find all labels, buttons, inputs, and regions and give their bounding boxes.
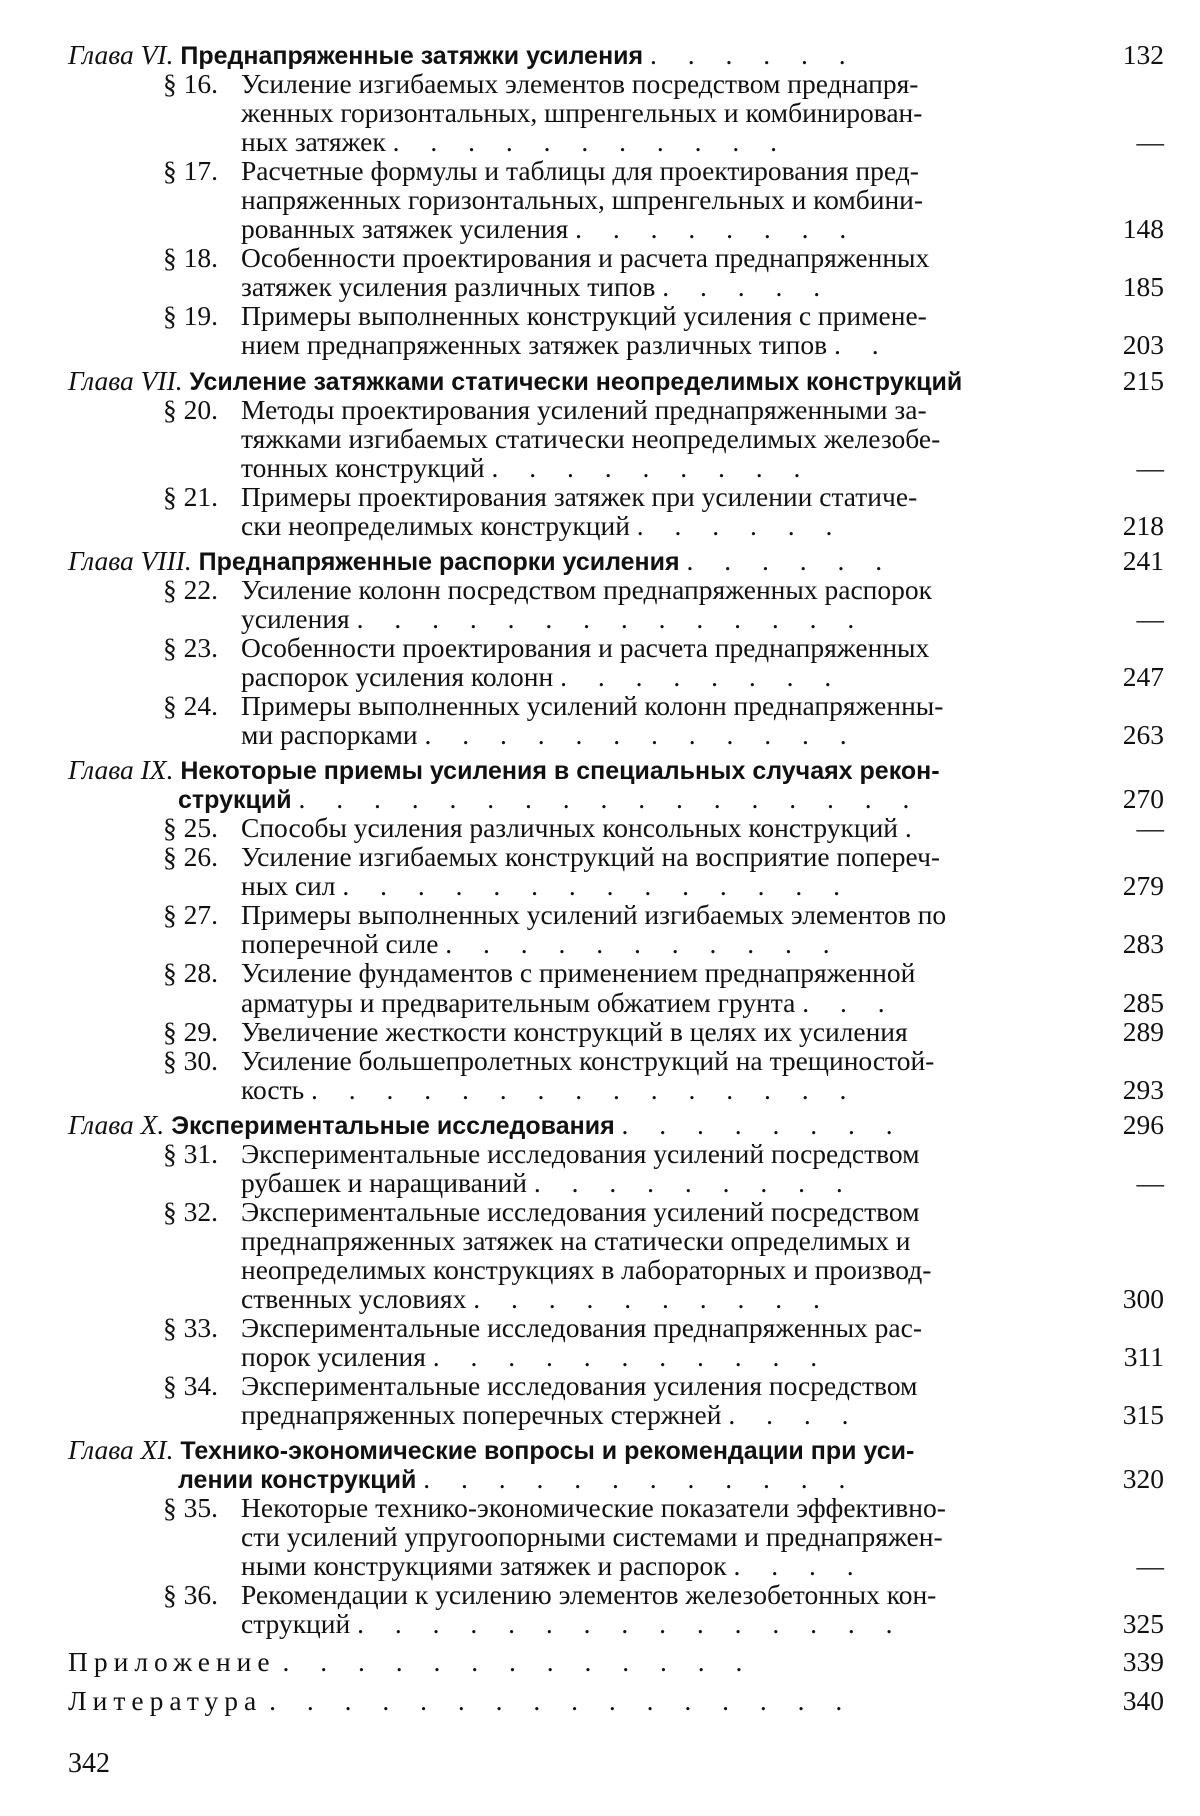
page-ref: 300	[1122, 1282, 1164, 1314]
leader-dots: . . . . . . . . . . .	[432, 1341, 830, 1373]
section-text	[241, 185, 923, 214]
page-ref: 148	[1122, 213, 1164, 245]
leader-dots: . . . . . . . . .	[491, 451, 813, 483]
section-title: Усиление изгибаемых конструкций на восприятие попереч-	[241, 841, 941, 873]
section-entry	[68, 1197, 1164, 1226]
section-text	[163, 842, 940, 871]
page-ref: 283	[1122, 928, 1164, 960]
section-text	[241, 1400, 861, 1429]
section-entry	[68, 511, 1164, 540]
section-entry	[68, 214, 1164, 243]
section-text	[241, 98, 922, 127]
page-ref: —	[1136, 126, 1164, 158]
leader-dots: . . . . . . . . . . . . . . . . .	[298, 783, 922, 815]
chapter-label: Глава VII.	[68, 364, 183, 396]
chapter-text	[68, 755, 940, 786]
section-title: Экспериментальные исследования усилений посредством	[241, 1137, 920, 1169]
section-text	[241, 1226, 910, 1255]
page-ref: 263	[1122, 719, 1164, 751]
section-title: Особенности проектирования и расчета преднапряженных	[241, 242, 930, 274]
section-title: Примеры выполненных конструкций усиления с примене-	[241, 300, 927, 332]
section-title: Рекомендации к усилению элементов железобетонных кон-	[241, 1579, 937, 1611]
chapter-heading	[68, 546, 1164, 575]
section-title: распорок усиления колонн	[241, 660, 554, 692]
page-ref: 241	[1122, 544, 1164, 576]
page-ref: 185	[1122, 271, 1164, 303]
section-title: рованных затяжек усиления	[241, 213, 569, 245]
section-number: § 34.	[163, 1370, 218, 1402]
section-title: Способы усиления различных консольных конструкций	[241, 812, 899, 844]
chapter-heading	[68, 366, 1164, 395]
section-entry	[68, 185, 1164, 214]
chapter-label: Глава VIII.	[68, 544, 192, 576]
page-ref: 132	[1122, 39, 1164, 70]
section-title: Некоторые технико-экономические показатели эффективно-	[241, 1492, 946, 1524]
page-ref: 315	[1122, 1399, 1164, 1431]
chapter-title: Преднапряженные распорки усиления	[198, 547, 680, 576]
section-entry	[68, 1046, 1164, 1075]
section-entry	[68, 1609, 1164, 1638]
section-title: затяжек усиления различных типов	[241, 271, 656, 303]
back-matter-title: Литература	[68, 1684, 263, 1716]
leader-dots: . . .	[802, 986, 897, 1018]
section-entry	[68, 604, 1164, 633]
section-number: § 16.	[163, 68, 218, 100]
section-text	[163, 1046, 934, 1075]
section-number: § 22.	[163, 573, 218, 605]
section-title: арматуры и предварительным обжатием грунта	[241, 986, 796, 1018]
section-text	[163, 482, 917, 511]
section-number: § 23.	[163, 631, 218, 663]
section-title: тяжками изгибаемых статически неопределимых железобе-	[241, 422, 941, 454]
page-ref: —	[1136, 1166, 1164, 1198]
chapter-heading	[68, 1110, 1164, 1139]
chapter-text	[178, 784, 921, 815]
page-ref: 296	[1122, 1108, 1164, 1140]
section-entry	[68, 1017, 1164, 1046]
leader-dots: . .	[833, 329, 891, 361]
page-ref: 270	[1122, 783, 1164, 815]
section-title: Увеличение жесткости конструкций в целях их усиления	[241, 1015, 908, 1047]
section-entry	[68, 1139, 1164, 1168]
section-text	[241, 988, 897, 1017]
section-text	[163, 633, 929, 662]
section-title: кость	[241, 1073, 305, 1105]
leader-dots: . . . . . . . . . . . . . . .	[311, 1073, 859, 1105]
chapter-label: Глава VI.	[68, 39, 174, 70]
back-matter-entry	[68, 1684, 1164, 1717]
chapter-title: Экспериментальные исследования	[171, 1111, 615, 1140]
section-title: Экспериментальные исследования усилений посредством	[241, 1195, 920, 1227]
section-text	[163, 900, 946, 929]
section-text	[241, 127, 789, 156]
section-entry	[68, 1075, 1164, 1104]
section-text	[163, 1139, 920, 1168]
chapter-text	[68, 546, 894, 577]
section-text	[163, 1197, 920, 1226]
section-number: § 33.	[163, 1312, 218, 1344]
section-title: преднапряженных поперечных стержней	[241, 1399, 722, 1431]
section-title: Усиление большепролетных конструкций на трещиностой-	[241, 1044, 935, 1076]
chapter-title: Преднапряженные затяжки усиления	[180, 42, 644, 70]
section-entry	[68, 482, 1164, 511]
section-title: Усиление фундаментов с применением преднапряженной	[241, 957, 916, 989]
chapter-title: Усиление затяжками статически неопределимых конструкций	[189, 367, 963, 396]
page-ref: 340	[1122, 1684, 1164, 1716]
section-entry	[68, 156, 1164, 185]
section-title: порок усиления	[241, 1341, 426, 1373]
section-title: рубашек и наращиваний	[241, 1166, 527, 1198]
page-ref: 285	[1122, 986, 1164, 1018]
section-text	[163, 575, 932, 604]
section-title: сти усилений упругоопорными системами и преднапряжен-	[241, 1521, 943, 1553]
section-number: § 21.	[163, 480, 218, 512]
section-entry	[68, 1400, 1164, 1429]
leader-dots: . . . . . . . . . . .	[392, 126, 789, 158]
section-title: Примеры проектирования затяжек при усилении статиче-	[241, 480, 918, 512]
leader-dots: . . . . . . . . . . .	[445, 928, 842, 960]
page-ref: —	[1136, 451, 1164, 483]
section-text	[163, 301, 927, 330]
section-entry	[68, 301, 1164, 330]
leader-dots: . . . . . . . . .	[533, 1166, 855, 1198]
page-ref: 247	[1122, 660, 1164, 692]
section-text	[163, 1580, 936, 1609]
section-entry	[68, 1551, 1164, 1580]
chapter-text	[68, 1110, 905, 1141]
section-title: Примеры выполненных усилений колонн преднапряженны-	[241, 690, 944, 722]
section-text	[163, 1313, 922, 1342]
section-title: поперечной силе	[241, 928, 439, 960]
section-text	[241, 453, 812, 482]
chapter-title: лении конструкций	[178, 1466, 417, 1495]
section-entry	[68, 929, 1164, 958]
section-number: § 28.	[163, 957, 218, 989]
chapter-label: Глава XI.	[68, 1434, 174, 1466]
section-text	[163, 1493, 946, 1522]
section-entry	[68, 871, 1164, 900]
section-text	[163, 69, 918, 98]
section-number: § 27.	[163, 899, 218, 931]
section-number: § 24.	[163, 690, 218, 722]
leader-dots: . . . . . . . . . . . .	[423, 1463, 858, 1495]
section-text	[163, 243, 929, 272]
section-entry	[68, 691, 1164, 720]
page-ref: 215	[1122, 364, 1164, 396]
section-number: § 26.	[163, 841, 218, 873]
section-text	[163, 1017, 908, 1046]
section-text	[241, 1522, 943, 1551]
section-entry	[68, 1284, 1164, 1313]
back-matter-title: Приложение	[68, 1645, 276, 1677]
section-title: ных сил	[241, 870, 336, 902]
section-title: Расчетные формулы и таблицы для проектирования пред-	[241, 155, 919, 187]
section-text	[241, 929, 842, 958]
page-ref: —	[1136, 602, 1164, 634]
section-text	[241, 272, 832, 301]
section-entry	[68, 1493, 1164, 1522]
section-entry	[68, 662, 1164, 691]
section-text	[163, 958, 915, 987]
section-title: Усиление колонн посредством преднапряженных распорок	[241, 573, 932, 605]
section-title: Примеры выполненных усилений изгибаемых элементов по	[241, 899, 947, 931]
section-entry	[68, 813, 1164, 842]
section-title: тонных конструкций	[241, 451, 485, 483]
section-entry	[68, 98, 1164, 127]
section-number: § 17.	[163, 155, 218, 187]
section-number: § 32.	[163, 1195, 218, 1227]
page-ref: 339	[1122, 1645, 1164, 1677]
section-entry	[68, 720, 1164, 749]
section-title: преднапряженных затяжек на статически определимых и	[241, 1224, 911, 1256]
section-entry	[68, 1168, 1164, 1197]
leader-dots: . . . . . . . . . . . . . . . .	[269, 1684, 855, 1716]
section-text	[241, 424, 940, 453]
section-entry	[68, 988, 1164, 1017]
section-title: Особенности проектирования и расчета преднапряженных	[241, 631, 930, 663]
section-title: ми распорками	[241, 719, 418, 751]
section-number: § 31.	[163, 1137, 218, 1169]
chapter-text	[178, 1464, 857, 1495]
section-entry	[68, 1580, 1164, 1609]
page-ref: 293	[1122, 1073, 1164, 1105]
section-entry	[68, 842, 1164, 871]
section-text	[241, 1255, 931, 1284]
section-text	[163, 1371, 917, 1400]
section-title: напряженных горизонтальных, шпренгельных и комбини-	[241, 184, 924, 216]
section-text	[241, 511, 844, 540]
leader-dots: . . . .	[728, 1399, 861, 1431]
chapter-heading	[68, 40, 1164, 69]
section-text	[241, 1342, 829, 1371]
back-matter-text	[68, 1645, 754, 1678]
section-number: § 25.	[163, 812, 218, 844]
leader-dots: . . . . . . . . . . . . . .	[356, 602, 867, 634]
section-entry	[68, 395, 1164, 424]
section-text	[241, 330, 891, 359]
chapter-text	[68, 40, 858, 71]
section-title: Экспериментальные исследования усиления посредством	[241, 1370, 918, 1402]
page-ref: 279	[1122, 870, 1164, 902]
section-text	[241, 720, 859, 749]
section-entry	[68, 1342, 1164, 1371]
page-ref: 320	[1122, 1463, 1164, 1495]
section-text	[241, 662, 843, 691]
section-title: ственных условиях	[241, 1282, 467, 1314]
section-title: Экспериментальные исследования преднапряженных рас-	[241, 1312, 922, 1344]
section-entry	[68, 958, 1164, 987]
section-entry	[68, 1522, 1164, 1551]
section-title: струкций	[241, 1608, 351, 1640]
section-title: женных горизонтальных, шпренгельных и комбинирован-	[241, 97, 923, 129]
chapter-title: струкций	[178, 786, 292, 815]
section-entry	[68, 330, 1164, 359]
page-ref: 289	[1122, 1015, 1164, 1047]
leader-dots: . . . . . . . . . . . . .	[282, 1645, 755, 1677]
section-number: § 29.	[163, 1015, 218, 1047]
chapter-heading-continued	[68, 784, 1164, 813]
leader-dots: . . . . . . . . . . . . . . .	[357, 1608, 905, 1640]
section-text	[241, 1284, 832, 1313]
section-text	[163, 691, 943, 720]
section-text	[163, 813, 924, 842]
section-number: § 36.	[163, 1579, 218, 1611]
chapter-heading	[68, 755, 1164, 784]
section-entry	[68, 69, 1164, 98]
section-entry	[68, 1226, 1164, 1255]
leader-dots: . . . . . . . . . . . .	[424, 719, 859, 751]
leader-dots: . . . . . . . .	[575, 213, 859, 245]
section-entry	[68, 424, 1164, 453]
chapter-title: Некоторые приемы усиления в специальных случаях рекон-	[180, 757, 940, 786]
leader-dots: . . . . . . . .	[560, 660, 844, 692]
chapter-label: Глава IX.	[68, 754, 174, 786]
page-number: 342	[68, 1748, 110, 1779]
section-number: § 20.	[163, 393, 218, 425]
section-entry	[68, 127, 1164, 156]
leader-dots: . . . . . . . . . .	[473, 1282, 832, 1314]
section-entry	[68, 575, 1164, 604]
section-title: ски неопределимых конструкций	[241, 509, 630, 541]
section-text	[241, 214, 858, 243]
section-text	[241, 871, 852, 900]
page-ref: 325	[1122, 1608, 1164, 1640]
leader-dots: .	[904, 812, 924, 844]
back-matter-entry	[68, 1645, 1164, 1678]
section-text	[241, 1551, 866, 1580]
page-ref: 311	[1123, 1341, 1164, 1373]
section-entry	[68, 900, 1164, 929]
section-title: ных затяжек	[241, 126, 386, 158]
section-number: § 18.	[163, 242, 218, 274]
chapter-text	[68, 1435, 914, 1466]
chapter-heading-continued	[68, 1464, 1164, 1493]
section-number: § 35.	[163, 1492, 218, 1524]
chapter-heading	[68, 1435, 1164, 1464]
section-text	[241, 1168, 855, 1197]
section-text	[241, 1609, 904, 1638]
section-text	[241, 604, 866, 633]
section-text	[241, 1075, 858, 1104]
page-ref: —	[1136, 812, 1164, 844]
section-title: нием преднапряженных затяжек различных типов	[241, 329, 828, 361]
leader-dots: . . . . . .	[636, 509, 845, 541]
section-title: ными конструкциями затяжек и распорок	[241, 1550, 727, 1582]
section-title: усиления	[241, 602, 350, 634]
leader-dots: . . . . . .	[650, 39, 858, 70]
chapter-label: Глава X.	[68, 1108, 165, 1140]
section-title: неопределимых конструкциях в лабораторных и производ-	[241, 1253, 932, 1285]
page-ref: 218	[1122, 509, 1164, 541]
section-number: § 19.	[163, 300, 218, 332]
section-entry	[68, 1371, 1164, 1400]
chapter-title: Технико-экономические вопросы и рекомендации при уси-	[180, 1437, 915, 1466]
section-entry	[68, 453, 1164, 482]
section-title: Усиление изгибаемых элементов посредством преднапря-	[241, 68, 919, 100]
leader-dots: . . . . . .	[686, 544, 895, 576]
section-text	[163, 156, 919, 185]
section-entry	[68, 243, 1164, 272]
leader-dots: . . . . . . . .	[621, 1108, 905, 1140]
table-of-contents	[68, 40, 1164, 1717]
leader-dots: . . . .	[733, 1550, 866, 1582]
section-entry	[68, 1313, 1164, 1342]
section-text	[163, 395, 927, 424]
leader-dots: . . . . . . . . . . . . . .	[342, 870, 852, 902]
leader-dots: . . . . .	[662, 271, 833, 303]
chapter-text	[68, 366, 962, 397]
section-entry	[68, 272, 1164, 301]
section-title: Методы проектирования усилений преднапряженными за-	[241, 393, 927, 425]
page-ref: —	[1136, 1550, 1164, 1582]
page-ref: 203	[1122, 329, 1164, 361]
section-number: § 30.	[163, 1044, 218, 1076]
back-matter-text	[68, 1684, 854, 1717]
section-entry	[68, 633, 1164, 662]
section-entry	[68, 1255, 1164, 1284]
